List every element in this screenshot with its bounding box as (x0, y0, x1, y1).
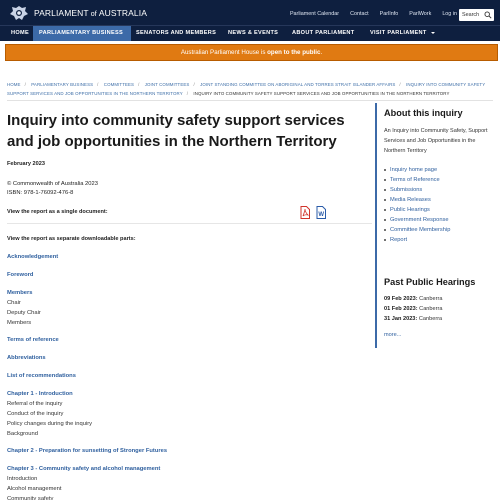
parts-label: View the report as separate downloadable parts: (7, 236, 136, 242)
nav-about-parliament[interactable]: ABOUT PARLIAMENT (286, 26, 362, 41)
site-title[interactable]: PARLIAMENT of AUSTRALIA (34, 8, 147, 18)
section-item: Conduct of the inquiry (7, 411, 64, 417)
hearing-item: 31 Jan 2023: Canberra (384, 316, 443, 322)
breadcrumb-jscatsia[interactable]: JOINT STANDING COMMITTEE ON ABORIGINAL AND TORRES STRAIT ISLANDER AFFAIRS (200, 82, 396, 87)
section-foreword (7, 270, 33, 280)
section-chapter-1 (7, 389, 92, 439)
section-item: Alcohol management (7, 486, 62, 492)
section-list-of-recommendations (7, 371, 76, 381)
sidebar-link-media-releases[interactable]: Media Releases (384, 195, 450, 205)
link-parliament-calendar[interactable]: Parliament Calendar (289, 11, 340, 17)
top-header (0, 0, 500, 25)
nav-home[interactable]: HOME (11, 30, 29, 36)
hearing-item: 01 Feb 2023: Canberra (384, 306, 443, 312)
past-hearings-list (384, 294, 442, 324)
section-item: Background (7, 431, 38, 437)
sidebar-link-inquiry-home[interactable]: Inquiry home page (384, 165, 450, 175)
section-chapter-2 (7, 446, 167, 456)
copyright-text: © Commonwealth of Australia 2023 (7, 181, 98, 187)
section-link[interactable]: Acknowledgement (7, 254, 59, 260)
alert-banner: Australian Parliament House is open to the public. (5, 44, 498, 61)
more-hearings-link[interactable]: more... (384, 332, 402, 338)
search-placeholder: Search (462, 12, 480, 18)
divider (7, 100, 493, 101)
svg-text:W: W (318, 212, 325, 218)
section-item: Deputy Chair (7, 310, 41, 316)
breadcrumb-inquiry[interactable]: INQUIRY INTO COMMUNITY SAFETY SUPPORT SERVICES AND JOB OPPORTUNITIES IN THE NORTHERN TERRITORY (7, 82, 486, 96)
section-item: Community safety (7, 496, 54, 500)
link-parlwork[interactable]: ParlWork (409, 11, 432, 17)
divider (7, 223, 372, 224)
section-link[interactable]: Chapter 3 - Community safety and alcohol management (7, 466, 161, 472)
past-hearings-title: Past Public Hearings (384, 277, 476, 287)
section-abbreviations (7, 353, 46, 363)
sidebar-accent-rule (375, 103, 377, 348)
link-parlinfo[interactable]: ParlInfo (379, 11, 399, 17)
breadcrumb-parliamentary-business[interactable]: PARLIAMENTARY BUSINESS (31, 82, 94, 87)
breadcrumb-home[interactable]: HOME (7, 82, 21, 87)
word-icon[interactable] (316, 206, 326, 219)
link-contact[interactable]: Contact (350, 11, 369, 17)
utility-links (290, 11, 457, 17)
chevron-down-icon (431, 32, 435, 34)
section-link[interactable]: Foreword (7, 272, 34, 278)
section-terms-of-reference (7, 335, 59, 345)
link-login[interactable]: Log in (442, 11, 457, 17)
sidebar-link-committee-membership[interactable]: Committee Membership (384, 225, 450, 235)
nav-parliamentary-business[interactable]: PARLIAMENTARY BUSINESS (33, 26, 131, 41)
section-link[interactable]: Terms of reference (7, 337, 59, 343)
section-link[interactable]: List of recommendations (7, 373, 76, 379)
sidebar-link-report[interactable]: Report (384, 235, 450, 245)
hearing-item: 09 Feb 2023: Canberra (384, 296, 443, 302)
search-input[interactable] (459, 9, 494, 21)
pdf-icon[interactable] (300, 206, 310, 219)
about-inquiry-description: An Inquiry into Community Safety, Support Services and Job Opportunities in the Northern Territory (384, 128, 488, 154)
section-link[interactable]: Chapter 1 - Introduction (7, 391, 73, 397)
report-date: February 2023 (7, 161, 45, 167)
nav-senators-and-members[interactable]: SENATORS AND MEMBERS (130, 26, 222, 41)
section-item: Policy changes during the inquiry (7, 421, 93, 427)
nav-visit-parliament[interactable]: VISIT PARLIAMENT (364, 26, 438, 41)
sidebar-link-submissions[interactable]: Submissions (384, 185, 450, 195)
section-link[interactable]: Abbreviations (7, 355, 46, 361)
section-link[interactable]: Members (7, 290, 33, 296)
section-item: Chair (7, 300, 21, 306)
main-nav (0, 25, 500, 41)
section-members (7, 288, 41, 328)
section-item: Introduction (7, 476, 38, 482)
section-item: Referral of the inquiry (7, 401, 63, 407)
section-chapter-3 (7, 464, 160, 500)
single-document-label: View the report as a single document: (7, 209, 108, 215)
section-link[interactable]: Chapter 2 - Preparation for sunsetting of Stronger Futures (7, 448, 168, 454)
section-acknowledgement (7, 252, 58, 262)
breadcrumb-joint-committees[interactable]: JOINT COMMITTEES (144, 82, 190, 87)
breadcrumb-committees[interactable]: COMMITTEES (103, 82, 135, 87)
isbn-text: ISBN: 978-1-76092-476-8 (7, 190, 74, 196)
breadcrumb: HOME / PARLIAMENTARY BUSINESS / COMMITTEES / JOINT COMMITTEES / JOINT STANDING COMMITTEE ON ABORIGINAL AND TORRES STRAIT ISLANDER AFFAIRS / INQUIRY INTO COMMUNITY SAFETY SUPPORT SERVICES AND JOB OPPORTUNITIES IN THE NORTHERN TERRITORY / INQUIRY INTO COMMUNITY SAFETY SUPPORT SERVICES AND JOB OPPORTUNITIES IN THE NORTHERN TERRITORY (7, 82, 486, 96)
sidebar-link-terms-of-reference[interactable]: Terms of Reference (384, 175, 450, 185)
nav-news-events[interactable]: NEWS & EVENTS (222, 26, 284, 41)
sidebar-link-government-response[interactable]: Government Response (384, 215, 450, 225)
copyright-block (7, 180, 98, 198)
alert-link[interactable]: open to the public (267, 49, 321, 56)
section-item: Members (7, 320, 32, 326)
inquiry-links (384, 165, 450, 245)
breadcrumb-current: INQUIRY INTO COMMUNITY SAFETY SUPPORT SERVICES AND JOB OPPORTUNITIES IN THE NORTHERN TERRITORY (193, 91, 450, 96)
crest-icon[interactable] (9, 5, 29, 21)
sidebar-link-public-hearings[interactable]: Public Hearings (384, 205, 450, 215)
about-inquiry-title: About this inquiry (384, 108, 463, 118)
page-title: Inquiry into community safety support services and job opportunities in the Northern Territory (7, 112, 345, 150)
search-icon[interactable] (484, 11, 492, 19)
